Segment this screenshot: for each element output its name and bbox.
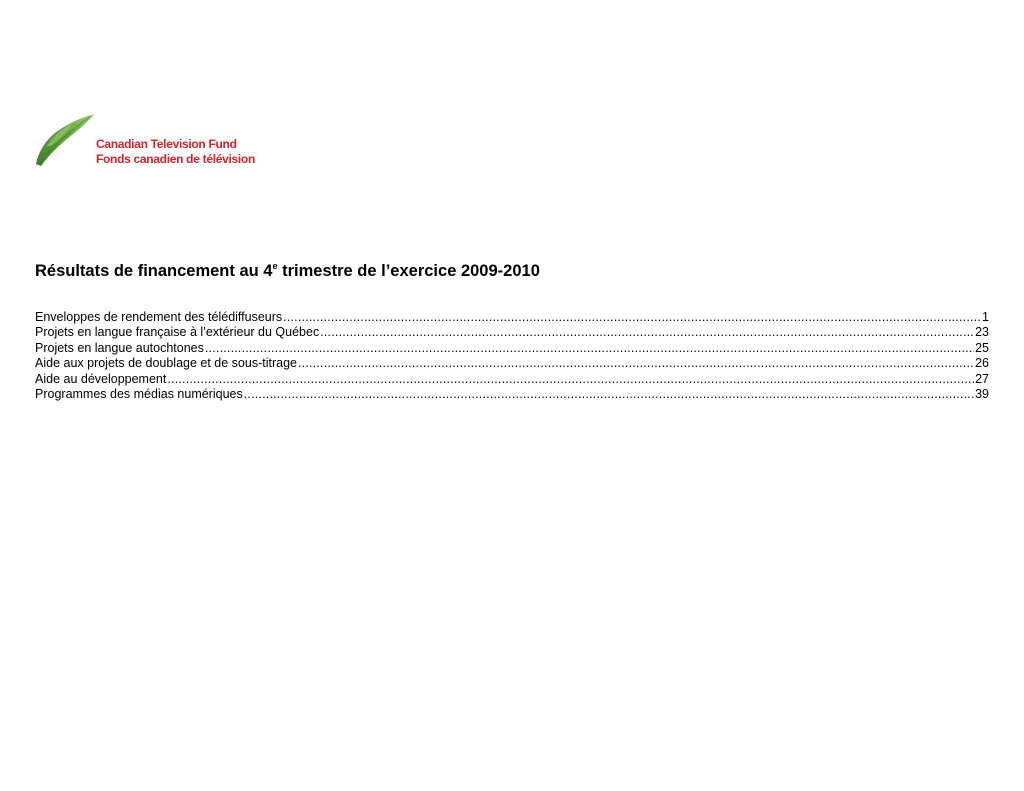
logo-text	[96, 137, 255, 167]
toc-item-label: Aide au développement	[35, 371, 167, 386]
toc-item-page: 27	[975, 371, 989, 386]
toc-item-projets-francais[interactable]	[35, 325, 989, 340]
page-title	[35, 262, 540, 281]
table-of-contents	[35, 310, 989, 402]
title-text-before: Résultats de financement au 4	[35, 262, 273, 280]
toc-item-label: Programmes des médias numériques	[35, 386, 243, 401]
toc-dot-leader	[283, 310, 981, 325]
toc-item-page: 1	[982, 310, 989, 324]
toc-dot-leader	[320, 325, 974, 340]
toc-item-page: 26	[975, 356, 989, 371]
ctf-logo	[33, 110, 255, 170]
title-text-after: trimestre de l’exercice 2009-2010	[277, 262, 540, 280]
toc-item-label: Projets en langue autochtones	[35, 340, 204, 355]
toc-dot-leader	[298, 356, 974, 371]
toc-item-projets-autochtones[interactable]	[35, 341, 989, 356]
toc-item-page: 23	[975, 325, 989, 340]
toc-dot-leader	[205, 341, 974, 356]
toc-item-page: 39	[975, 386, 989, 401]
toc-dot-leader	[244, 387, 974, 402]
toc-item-medias-numeriques[interactable]	[35, 387, 989, 402]
toc-item-developpement[interactable]	[35, 372, 989, 387]
toc-item-enveloppes[interactable]	[35, 310, 989, 325]
leaf-icon	[33, 110, 97, 170]
logo-line-english: Canadian Television Fund	[96, 137, 237, 151]
toc-dot-leader	[167, 372, 974, 387]
toc-item-label: Enveloppes de rendement des télédiffuseurs	[35, 310, 283, 324]
toc-item-label: Aide aux projets de doublage et de sous-titrage	[35, 356, 297, 371]
logo-line-french: Fonds canadien de télévision	[96, 152, 255, 166]
title-superscript: e	[272, 261, 278, 271]
toc-item-page: 25	[975, 340, 989, 355]
toc-item-doublage[interactable]	[35, 356, 989, 371]
toc-item-label: Projets en langue française à l’extérieur du Québec	[35, 325, 320, 340]
